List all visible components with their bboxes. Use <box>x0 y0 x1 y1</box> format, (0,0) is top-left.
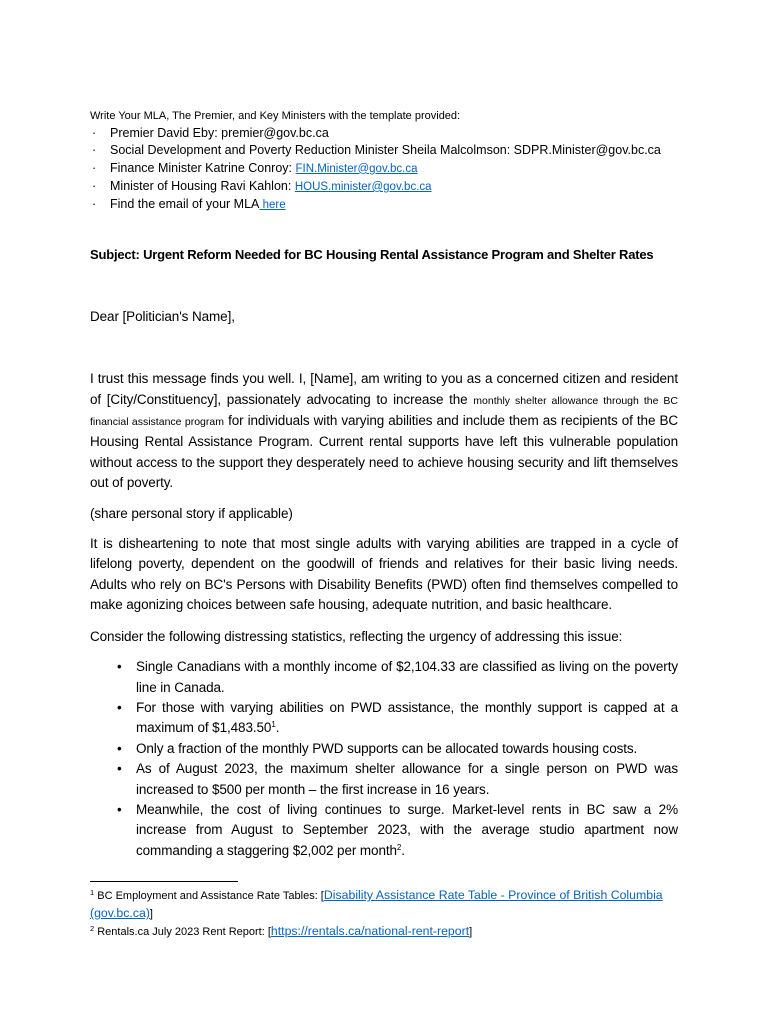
list-item-text <box>136 800 678 861</box>
stat-text: Single Canadians with a monthly income of $2,104.33 are classified as living on the poverty line in Canada. <box>136 659 678 695</box>
paragraph-text: for individuals with varying abilities and include them as recipients of the BC Housing Rental Assistance Program. Current rental supports have left this vulnerable population without access to the support they desperately need to achieve housing security and lift themselves out of poverty. <box>90 413 678 491</box>
stat-text: Only a fraction of the monthly PWD supports can be allocated towards housing costs. <box>136 740 638 756</box>
contact-item-finance-minister <box>90 160 678 178</box>
contact-text: Find the email of your MLA <box>110 197 260 212</box>
paragraph-small-text: monthly shelter allowance through the BC financial assistance program <box>90 394 678 429</box>
bullet-icon: • <box>117 659 122 675</box>
find-mla-link[interactable]: here <box>259 199 286 212</box>
rate-table-link[interactable]: Disability Assistance Rate Table - Province of British Columbia (gov.bc.ca) <box>90 888 663 921</box>
footnote-separator <box>90 881 238 882</box>
footnote-label: BC Employment and Assistance Rate Tables: [ <box>94 890 324 903</box>
contact-item-sdpr-minister <box>90 142 678 159</box>
letter-subject: Subject: Urgent Reform Needed for BC Housing Rental Assistance Program and Shelter Rates <box>90 247 654 263</box>
bullet-icon: · <box>92 197 97 212</box>
bullet-icon: • <box>117 740 122 756</box>
bullet-icon: · <box>92 178 97 193</box>
stat-text: As of August 2023, the maximum shelter allowance for a single person on PWD was increased to $500 per month – the first increase in 16 years. <box>136 761 678 797</box>
bullet-icon: • <box>117 801 122 817</box>
contact-item-find-mla <box>90 196 678 214</box>
list-item <box>90 759 678 800</box>
footnote-label: Rentals.ca July 2023 Rent Report: [ <box>94 926 271 939</box>
footnote-item <box>90 887 678 923</box>
footnote-ref: 2 <box>396 842 402 852</box>
list-item-text <box>136 759 678 800</box>
contact-text: Minister of Housing Ravi Kahlon: <box>110 178 295 193</box>
contact-content <box>110 196 286 214</box>
stat-text-end: . <box>401 842 405 858</box>
paragraph-text: I trust this message finds you well. I, [Name], am writing to you as a concerned citizen and resident of [City/Constituency], passionately advocating to increase the <box>90 371 678 407</box>
letter-paragraph-intro <box>90 369 678 493</box>
list-item-text <box>136 739 678 759</box>
letter-paragraph-poverty: It is disheartening to note that most single adults with varying abilities are trapped in a cycle of lifelong poverty, dependent on the goodwill of friends and relatives for their basic living needs. Adults who rely on BC's Persons with Disability Benefits (PWD) often find themselves compelled to make agonizing choices between safe housing, adequate nutrition, and basic healthcare. <box>90 536 678 613</box>
bullet-icon: · <box>92 143 97 158</box>
footnote-bracket: ] <box>149 908 153 921</box>
housing-minister-email-link[interactable]: HOUS.minister@gov.bc.ca <box>294 180 432 193</box>
bullet-icon: · <box>92 126 97 141</box>
footnote-item <box>90 923 678 941</box>
instructions-heading: Write Your MLA, The Premier, and Key Ministers with the template provided: <box>90 110 461 122</box>
bullet-icon: · <box>92 160 97 175</box>
contact-content <box>110 160 418 178</box>
bullet-icon: • <box>117 761 122 777</box>
stat-text: Meanwhile, the cost of living continues to surge. Market-level rents in BC saw a 2% increase from August to September 2023, with the average studio apartment now commanding a staggering $2,002 per month <box>136 801 678 858</box>
list-item <box>90 698 678 739</box>
contact-text: Premier David Eby: premier@gov.bc.ca <box>110 126 329 141</box>
letter-salutation: Dear [Politician's Name], <box>90 309 235 325</box>
statistics-list <box>90 657 678 861</box>
stat-text-end: . <box>275 720 280 736</box>
footnotes <box>90 887 678 941</box>
stat-text: For those with varying abilities on PWD assistance, the monthly support is capped at a maximum of $1,483.50 <box>136 699 678 736</box>
list-item <box>90 800 678 861</box>
footnote-number: 1 <box>90 888 95 898</box>
list-item-text <box>136 698 678 739</box>
contact-text: Social Development and Poverty Reduction Minister Sheila Malcolmson: SDPR.Minister@gov.bc.ca <box>110 143 661 158</box>
list-item <box>90 739 678 759</box>
finance-minister-email-link[interactable]: FIN.Minister@gov.bc.ca <box>295 162 418 175</box>
list-item-text <box>136 657 678 698</box>
statistics-intro: Consider the following distressing statistics, reflecting the urgency of addressing this issue: <box>90 628 623 644</box>
contact-content <box>110 178 432 196</box>
rent-report-link[interactable]: https://rentals.ca/national-rent-report <box>270 924 470 939</box>
bullet-icon: • <box>117 699 122 715</box>
contact-item-premier <box>90 125 678 142</box>
personal-story-note: (share personal story if applicable) <box>90 505 293 521</box>
contact-text: Finance Minister Katrine Conroy: <box>110 160 296 175</box>
footnote-bracket: ] <box>469 926 473 939</box>
contact-instructions <box>90 108 678 214</box>
footnote-number: 2 <box>90 924 95 934</box>
list-item <box>90 657 678 698</box>
footnote-ref: 1 <box>271 720 276 730</box>
contact-item-housing-minister <box>90 178 678 196</box>
